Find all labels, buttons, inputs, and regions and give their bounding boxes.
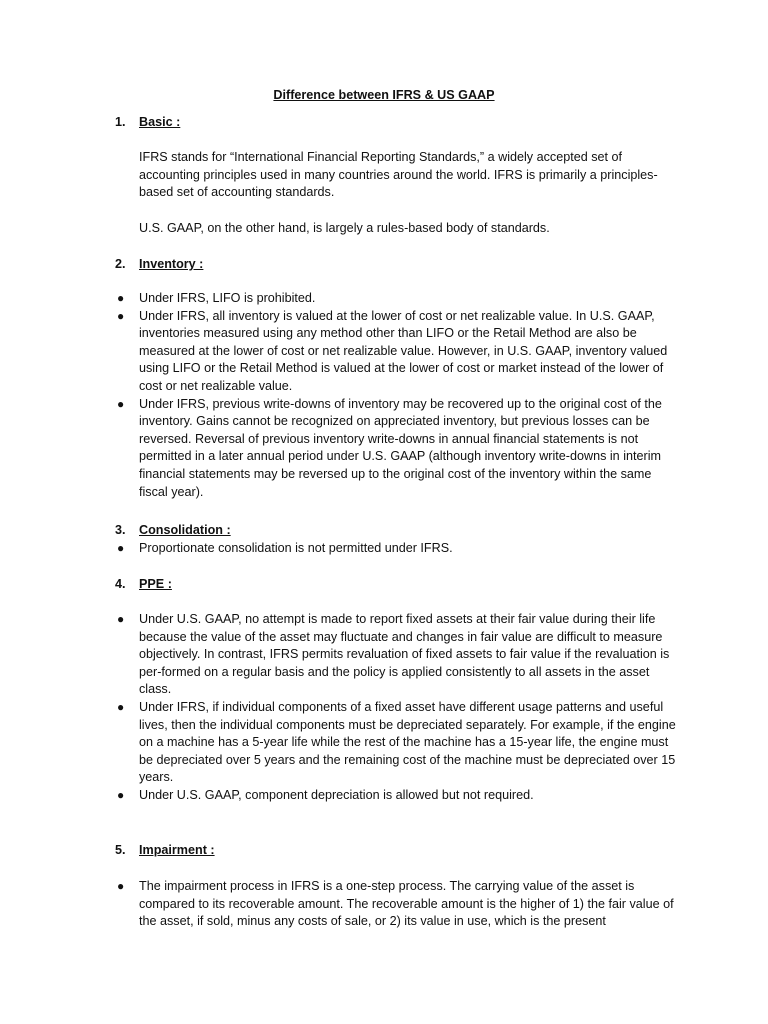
list-item-text: Under IFRS, LIFO is prohibited. [139, 291, 316, 305]
bullet-icon: ● [117, 879, 125, 893]
list-item-text: Under U.S. GAAP, component depreciation is allowed but not required. [139, 787, 534, 802]
bullet-icon: ● [117, 541, 125, 555]
bullet-list-inventory [115, 290, 679, 501]
section-number: 4. [115, 577, 126, 591]
section-number: 3. [115, 523, 126, 537]
list-item [115, 699, 679, 787]
list-item [115, 308, 679, 396]
list-item-text: Under IFRS, all inventory is valued at the lower of cost or net realizable value. In U.S. GAAP, inventories measured using any method other than LIFO or the Retail Method are also be measured at the lower of cost or net realizable value. However, in U.S. GAAP, inventory valued using LIFO or the Retail Method is valued at the lower of cost or market instead of the lower of cost or net realizable value. [139, 308, 668, 393]
list-item [115, 787, 679, 805]
document-title: Difference between IFRS & US GAAP [273, 88, 495, 102]
section-label: Consolidation : [139, 523, 231, 537]
section-label: Basic : [139, 115, 181, 129]
list-item-text: Under U.S. GAAP, no attempt is made to report fixed assets at their fair value during their life because the value of the asset may fluctuate and changes in fair value are difficult to measure objectively. In contrast, IFRS permits revaluation of fixed assets to fair value if the revaluation is per-formed on a regular basis and the policy is applied consistently to all assets in the asset class. [139, 612, 670, 697]
list-item [115, 878, 679, 931]
bullet-icon: ● [117, 699, 125, 714]
bullet-list-consolidation [115, 540, 679, 558]
bullet-icon: ● [117, 291, 125, 305]
list-item-text: Under IFRS, if individual components of a fixed asset have different usage patterns and useful lives, then the individual components must be depreciated separately. For example, if the engine on a machine has a 5-year life while the rest of the machine has a 15-year life, the engine must be depreciated over 5 years and the remaining cost of the machine must be depreciated over 15 years. [139, 699, 676, 785]
bullet-icon: ● [117, 396, 125, 411]
bullet-icon: ● [117, 308, 125, 323]
section-number: 2. [115, 257, 126, 271]
list-item-text: Proportionate consolidation is not permitted under IFRS. [139, 541, 453, 555]
section-heading-basic [115, 114, 180, 132]
section-label: Impairment : [139, 843, 215, 857]
section-number: 1. [115, 115, 126, 129]
bullet-list-ppe [115, 611, 679, 805]
bullet-list-impairment [115, 878, 679, 931]
section-heading-ppe [115, 576, 172, 594]
section-number: 5. [115, 843, 126, 857]
section-heading-inventory [115, 256, 203, 274]
list-item [115, 540, 679, 558]
list-item [115, 611, 679, 699]
bullet-icon: ● [117, 612, 125, 626]
paragraph: U.S. GAAP, on the other hand, is largely a rules-based body of standards. [139, 221, 550, 235]
section-label: PPE : [139, 577, 172, 591]
section-heading-impairment [115, 842, 215, 860]
section-label: Inventory : [139, 257, 204, 271]
paragraph: IFRS stands for “International Financial Reporting Standards,” a widely accepted set of accounting principles used in many countries around the world. IFRS is primarily a principles-based set of accounting standards. [139, 150, 658, 200]
list-item [115, 290, 679, 308]
bullet-icon: ● [117, 787, 125, 802]
list-item-text: Under IFRS, previous write-downs of inventory may be recovered up to the original cost of the inventory. Gains cannot be recognized on appreciated inventory, but previous losses can be reversed. Reversal of previous inventory write-downs in annual financial statements is not permitted in a later annual period under U.S. GAAP (although inventory write-downs in interim financial statements may be reversed up to the original cost of the inventory within the same fiscal year). [139, 396, 662, 499]
list-item [115, 396, 679, 502]
section-heading-consolidation [115, 522, 231, 540]
list-item-text: The impairment process in IFRS is a one-step process. The carrying value of the asset is compared to its recoverable amount. The recoverable amount is the higher of 1) the fair value of the asset, if sold, minus any costs of sale, or 2) its value in use, which is the present [139, 879, 674, 929]
